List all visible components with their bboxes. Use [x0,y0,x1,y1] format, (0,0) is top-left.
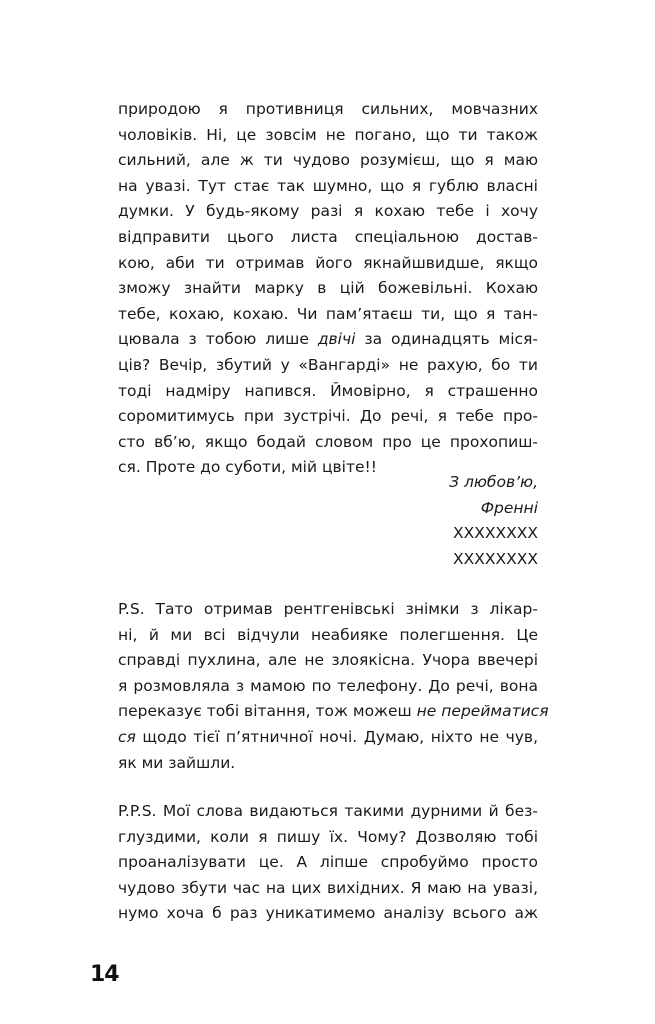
text-line: ців? Вечір, збутий у «Вангарді» не рахую, бо ти [118,355,538,374]
signature-kisses: ХХХХХХХХ [453,524,538,543]
text-line: переказує тобі вітання, тож можеш не перейматися [118,702,549,721]
text-line: як ми зайшли. [118,753,236,772]
text-line: природою я противниця сильних, мовчазних [118,100,538,118]
text-line: тоді надміру напився. Ймовірно, я страшенно [118,381,538,400]
text-line: P.P.S. Мої слова видаються такими дурними й без- [118,802,538,820]
text-line: чоловіків. Ні, це зовсім не погано, що ти також [118,125,538,144]
text-line: я розмовляла з мамою по телефону. До речі, вона [118,676,538,695]
text-line: відправити цього листа спеціальною достав- [118,227,538,246]
emphasis-text: не перейматися [416,702,549,721]
text-line: нумо хоча б раз уникатимемо аналізу всього аж [118,904,538,923]
text-line: на увазі. Тут стає так шумно, що я гублю власні [118,176,538,195]
text-line: ся щодо тієї п’ятничної ночі. Думаю, ніхто не чув, [118,727,538,746]
page-number: 14 [90,962,119,987]
text-line: проаналізувати це. А ліпше спробуймо просто [118,853,538,872]
emphasis-text: двічі [317,330,356,349]
letter-pps [118,799,538,927]
text-line: ні, й ми всі відчули неабияке полегшення. Це [118,625,538,644]
letter-signature [449,470,538,572]
letter-paragraph-1 [118,97,538,481]
text-line: глуздими, коли я пишу їх. Чому? Дозволяю тобі [118,827,538,846]
text-line: сильний, але ж ти чудово розумієш, що я маю [118,151,538,170]
text-line: зможу знайти марку в цій божевільні. Кохаю [118,279,538,298]
emphasis-text: ся [118,727,136,746]
text-line: кою, аби ти отримав його якнайшвидше, якщо [118,253,538,272]
signature-closing: З любов’ю, [449,473,538,491]
text-line: сто вб’ю, якщо бодай словом про це прохопиш- [118,432,538,451]
signature-kisses: ХХХХХХХХ [453,549,538,568]
text-line: справді пухлина, але не злоякісна. Учора ввечері [118,651,538,670]
text-line: цювала з тобою лише двічі за одинадцять міся- [118,330,538,349]
letter-ps [118,597,549,776]
text-line: P.S. Тато отримав рентгенівські знімки з лікар- [118,600,538,618]
text-line: чудово збути час на цих вихідних. Я маю на увазі, [118,878,538,897]
text-line: ся. Проте до суботи, мій цвіте!! [118,458,377,477]
text-line: думки. У будь-якому разі я кохаю тебе і хочу [118,202,538,221]
signature-name: Френні [480,498,538,517]
text-line: тебе, кохаю, кохаю. Чи пам’ятаєш ти, що я тан- [118,304,538,323]
text-line: соромитимусь при зустрічі. До речі, я тебе про- [118,407,538,426]
